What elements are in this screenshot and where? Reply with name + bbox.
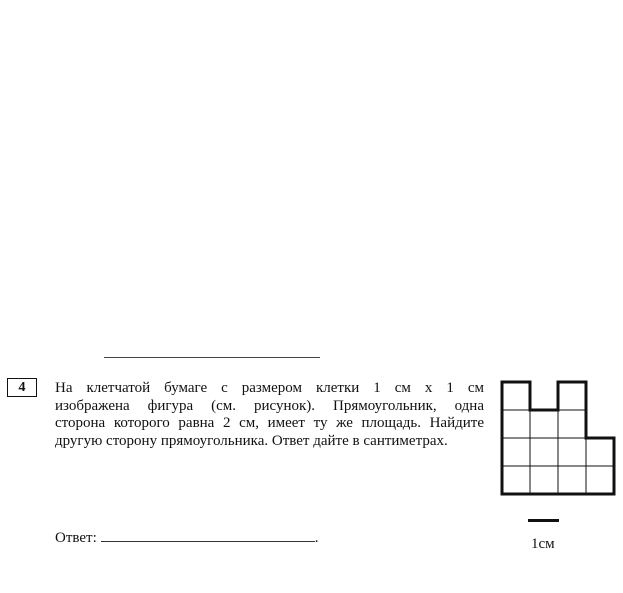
grid-cell <box>530 438 558 466</box>
grid-cell <box>502 466 530 494</box>
answer-label: Ответ: <box>55 530 97 546</box>
grid-cell <box>586 438 614 466</box>
grid-cell <box>502 438 530 466</box>
grid-cell <box>558 438 586 466</box>
grid-cell <box>586 466 614 494</box>
grid-cell <box>530 466 558 494</box>
separator-line <box>104 357 320 358</box>
grid-cell <box>502 410 530 438</box>
task-text-line: сторона которого равна 2 см, имеет ту же площадь. Найдите <box>55 415 484 431</box>
grid-cell <box>558 466 586 494</box>
task-text-line: другую сторону прямоугольника. Ответ дайте в сантиметрах. <box>55 432 448 449</box>
grid-cell <box>558 410 586 438</box>
task-text-line: изображена фигура (см. рисунок). Прямоугольник, одна <box>55 397 484 414</box>
scale-label: 1см <box>531 536 555 552</box>
scale-bar <box>528 519 559 522</box>
answer-row <box>55 528 319 547</box>
answer-period: . <box>314 530 319 546</box>
grid-cell <box>502 382 530 410</box>
task-text-line: На клетчатой бумаге с размером клетки 1 см х 1 см <box>55 380 484 396</box>
grid-cell <box>530 410 558 438</box>
grid-cell <box>558 382 586 410</box>
task-statement <box>55 380 484 450</box>
answer-input-line[interactable] <box>101 528 315 542</box>
grid-figure <box>498 378 618 500</box>
task-number-box: 4 <box>7 378 37 397</box>
